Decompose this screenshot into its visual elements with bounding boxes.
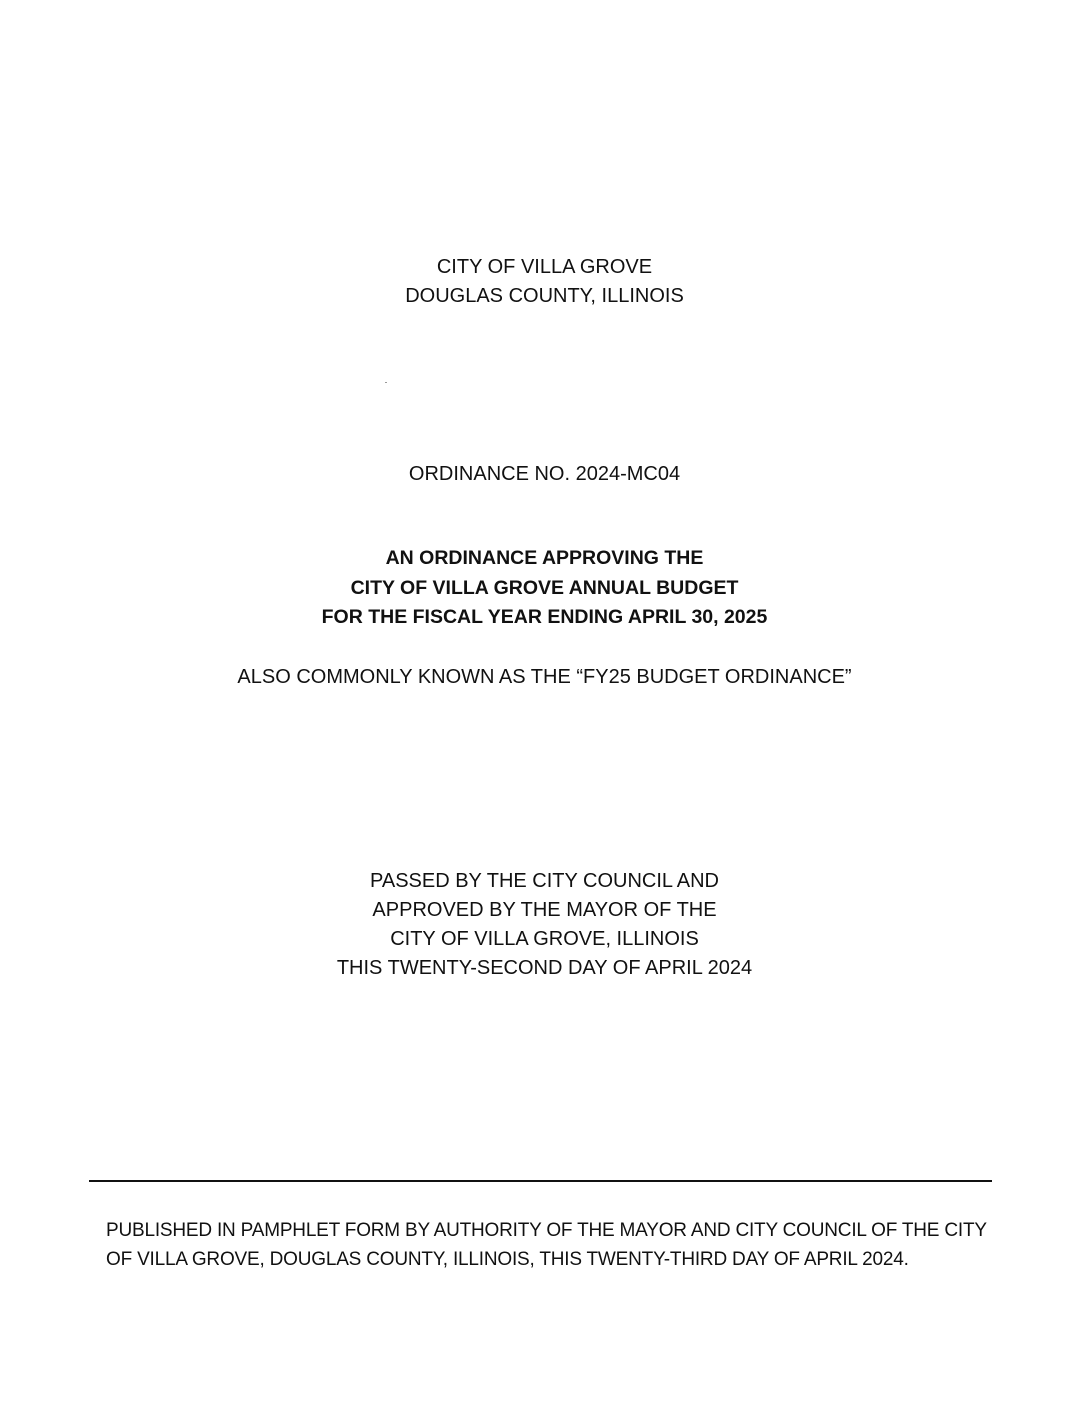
ordinance-number-text: ORDINANCE NO. 2024-MC04 [408, 463, 681, 485]
header-city-line: CITY OF VILLA GROVE [436, 256, 653, 278]
passed-statement [0, 867, 1089, 983]
published-line-2: OF VILLA GROVE, DOUGLAS COUNTY, ILLINOIS, THIS TWENTY-THIRD DAY OF APRIL 2024. [106, 1249, 909, 1270]
ordinance-title [0, 544, 1089, 633]
passed-line-3: CITY OF VILLA GROVE, ILLINOIS [390, 928, 699, 950]
scan-speck [385, 382, 387, 383]
ordinance-number [0, 460, 1089, 489]
title-line-3: FOR THE FISCAL YEAR ENDING APRIL 30, 2025 [321, 606, 768, 628]
passed-line-1: PASSED BY THE CITY COUNCIL AND [370, 870, 719, 892]
published-line-1: PUBLISHED IN PAMPHLET FORM BY AUTHORITY OF THE MAYOR AND CITY COUNCIL OF THE CITY [106, 1220, 987, 1241]
horizontal-divider [89, 1180, 992, 1182]
header-county-line: DOUGLAS COUNTY, ILLINOIS [405, 285, 684, 307]
title-line-1: AN ORDINANCE APPROVING THE [385, 547, 704, 569]
passed-line-4: THIS TWENTY-SECOND DAY OF APRIL 2024 [336, 957, 753, 979]
common-name [0, 663, 1089, 692]
municipality-header [0, 253, 1089, 311]
common-name-text: ALSO COMMONLY KNOWN AS THE “FY25 BUDGET ORDINANCE” [237, 666, 852, 688]
passed-line-2: APPROVED BY THE MAYOR OF THE [372, 899, 717, 921]
publication-notice [106, 1216, 986, 1274]
title-line-2: CITY OF VILLA GROVE ANNUAL BUDGET [350, 576, 739, 599]
